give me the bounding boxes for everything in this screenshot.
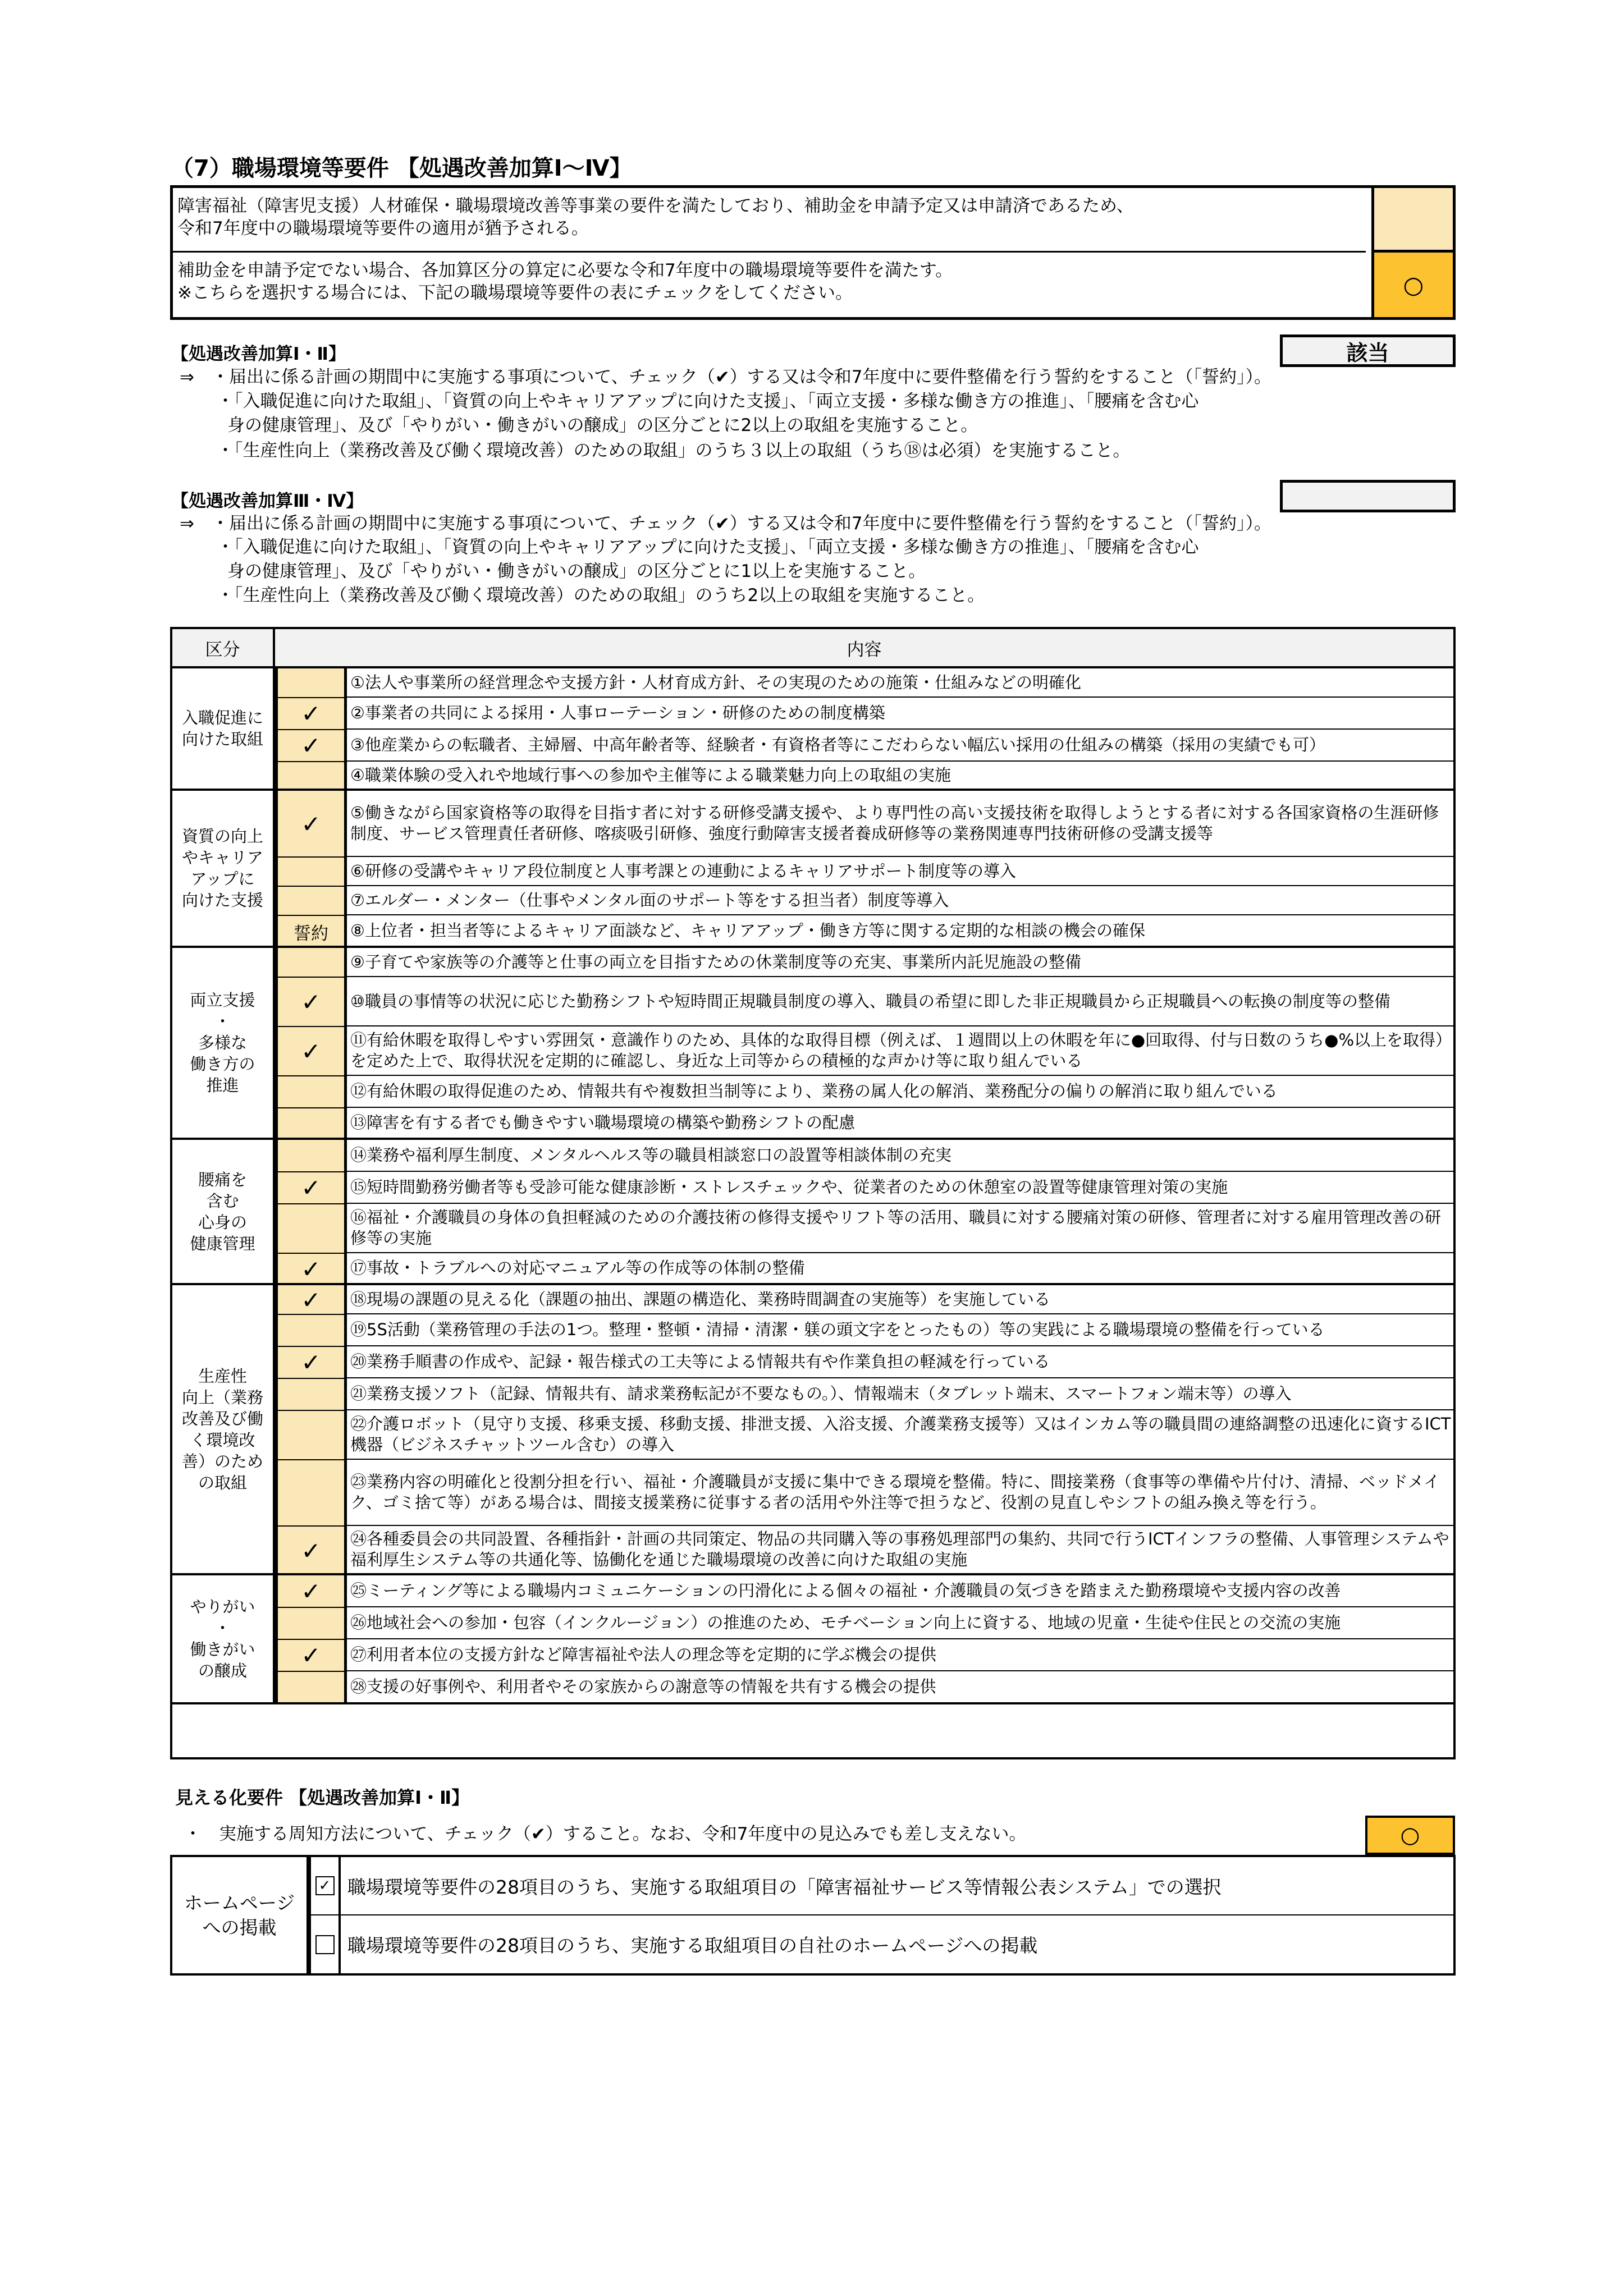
item-check[interactable] [275, 1314, 347, 1346]
category-cell: 両立支援 ・ 多様な 働き方の 推進 [172, 948, 275, 1140]
item-text: ①法人や事業所の経営理念や支援方針・人材育成方針、その実現のための施策・仕組みなどの明確化 [347, 668, 1456, 698]
section12-line: 身の健康管理」、及び「やりがい・働きがいの醸成」の区分ごとに2以上の取組を実施すること。 [227, 415, 978, 436]
homepage-posting-table [170, 1855, 1456, 1976]
category-cell: やりがい ・ 働きがい の醸成 [172, 1575, 275, 1704]
category-cell: 生産性 向上（業務 改善及び働 く環境改 善）のため の取組 [172, 1285, 275, 1575]
page-title: （7）職場環境等要件 【処遇改善加算Ⅰ～Ⅳ】 [171, 155, 632, 181]
homepage-category: ホームページ への掲載 [172, 1857, 309, 1973]
item-text: ㉑業務支援ソフト（記録、情報共有、請求業務転記が不要なもの。）、情報端末（タブレット端末、スマートフォン端末等）の導入 [347, 1378, 1456, 1410]
item-check[interactable]: ✓ [275, 1285, 347, 1314]
meet-requirements-option-mark[interactable]: ○ [1371, 253, 1453, 317]
item-text: ⑳業務手順書の作成や、記録・報告様式の工夫等による情報共有や作業負担の軽減を行っている [347, 1346, 1456, 1378]
header-category: 区分 [172, 629, 275, 668]
deferral-selection-box [170, 185, 1456, 320]
item-check[interactable]: ✓ [275, 1253, 347, 1285]
requirements-table [170, 627, 1456, 1759]
section12-heading: 【処遇改善加算Ⅰ・Ⅱ】 [171, 344, 346, 364]
item-text: ㉗利用者本位の支援方針など障害福祉や法人の理念等を定期的に学ぶ機会の提供 [347, 1639, 1456, 1671]
section34-line: ・「入職促進に向けた取組」、「資質の向上やキャリアアップに向けた支援」、「両立支援・多様な働き方の推進」、「腰痛を含む心 [217, 537, 1199, 557]
item-text: ⑮短時間勤務労働者等も受診可能な健康診断・ストレスチェックや、従業者のための休憩室の設置等健康管理対策の実施 [347, 1172, 1456, 1204]
item-text: ㉒介護ロボット（見守り支援、移乗支援、移動支援、排泄支援、入浴支援、介護業務支援等）又はインカム等の職員間の連絡調整の迅速化に資するICT機器（ビジネスチャットツール含む）の導入 [347, 1410, 1456, 1460]
item-text: ⑦エルダー・メンター（仕事やメンタル面のサポート等をする担当者）制度等導入 [347, 886, 1456, 915]
visibility-note: ・ 実施する周知方法について、チェック（✔）すること。なお、令和7年度中の見込みでも差し支えない。 [184, 1824, 1027, 1844]
item-text: ⑫有給休暇の取得促進のため、情報共有や複数担当制等により、業務の属人化の解消、業務配分の偏りの解消に取り組んでいる [347, 1076, 1456, 1108]
item-check[interactable]: ✓ [275, 791, 347, 857]
category-cell: 腰痛を 含む 心身の 健康管理 [172, 1140, 275, 1285]
item-text: ⑨子育てや家族等の介護等と仕事の両立を目指すための休業制度等の充実、事業所内託児施設の整備 [347, 948, 1456, 977]
item-text: ④職業体験の受入れや地域行事への参加や主催等による職業魅力向上の取組の実施 [347, 762, 1456, 791]
item-check[interactable]: ✓ [275, 977, 347, 1026]
item-check[interactable] [275, 1671, 347, 1704]
item-text: ⑭業務や福利厚生制度、メンタルヘルス等の職員相談窓口の設置等相談体制の充実 [347, 1140, 1456, 1172]
item-text: ⑪有給休暇を取得しやすい雰囲気・意識作りのため、具体的な取得目標（例えば、１週間以上の休暇を年に●回取得、付与日数のうち●%以上を取得）を定めた上で、取得状況を定期的に確認し、身近な上司等からの積極的な声かけ等に取り組んでいる [347, 1026, 1456, 1076]
category-cell: 入職促進に 向けた取組 [172, 668, 275, 791]
section12-line: ⇒ ・届出に係る計画の期間中に実施する事項について、チェック（✔）する又は令和7年度中に要件整備を行う誓約をすること（「誓約」）。 [180, 367, 1271, 387]
section34-status[interactable] [1280, 480, 1456, 512]
option-checkbox[interactable]: ✓ [309, 1857, 341, 1915]
item-check[interactable] [275, 1076, 347, 1108]
item-text: ⑤働きながら国家資格等の取得を目指す者に対する研修受講支援や、より専門性の高い支援技術を取得しようとする者に対する各国家資格の生涯研修制度、サービス管理責任者研修、喀痰吸引研修、強度行動障害支援者養成研修等の業務関連専門技術研修の受講支援等 [347, 791, 1456, 857]
item-check[interactable] [275, 1378, 347, 1410]
item-check[interactable] [275, 1204, 347, 1253]
item-check[interactable]: ✓ [275, 730, 347, 762]
section34-heading: 【処遇改善加算Ⅲ・Ⅳ】 [171, 491, 364, 511]
item-check[interactable]: ✓ [275, 1346, 347, 1378]
option-checkbox[interactable] [309, 1915, 341, 1973]
section34-line: ⇒ ・届出に係る計画の期間中に実施する事項について、チェック（✔）する又は令和7年度中に要件整備を行う誓約をすること（「誓約」）。 [180, 514, 1271, 534]
item-text: ⑬障害を有する者でも働きやすい職場環境の構築や勤務シフトの配慮 [347, 1108, 1456, 1140]
item-check[interactable]: ✓ [275, 1575, 347, 1607]
option-text: 職場環境等要件の28項目のうち、実施する取組項目の「障害福祉サービス等情報公表システム」での選択 [341, 1857, 1453, 1915]
item-text: ㉓業務内容の明確化と役割分担を行い、福祉・介護職員が支援に集中できる環境を整備。特に、間接業務（食事等の準備や片付け、清掃、ベッドメイク、ゴミ捨て等）がある場合は、間接支援業務に従事する者の活用や外注等で担うなど、役割の見直しやシフトの組み換え等を行う。 [347, 1460, 1456, 1526]
item-check[interactable]: ✓ [275, 1639, 347, 1671]
meet-requirements-option-text: 補助金を申請予定でない場合、各加算区分の算定に必要な令和7年度中の職場環境等要件を満たす。 ※こちらを選択する場合には、下記の職場環境等要件の表にチェックをしてください。 [177, 260, 953, 303]
item-check[interactable] [275, 948, 347, 977]
item-text: ⑥研修の受講やキャリア段位制度と人事考課との連動によるキャリアサポート制度等の導入 [347, 857, 1456, 886]
item-text: ⑧上位者・担当者等によるキャリア面談など、キャリアアップ・働き方等に関する定期的な相談の機会の確保 [347, 915, 1456, 948]
visibility-heading: 見える化要件 【処遇改善加算Ⅰ・Ⅱ】 [175, 1787, 470, 1808]
item-check[interactable]: ✓ [275, 698, 347, 730]
item-check[interactable]: ✓ [275, 1526, 347, 1575]
deferral-option-text: 障害福祉（障害児支援）人材確保・職場環境改善等事業の要件を満たしており、補助金を申請予定又は申請済であるため、 令和7年度中の職場環境等要件の適用が猶予される。 [173, 188, 1366, 253]
item-text: ㉕ミーティング等による職場内コミュニケーションの円滑化による個々の福祉・介護職員の気づきを踏まえた勤務環境や支援内容の改善 [347, 1575, 1456, 1607]
item-text: ⑲5S活動（業務管理の手法の1つ。整理・整頓・清掃・清潔・躾の頭文字をとったもの）等の実践による職場環境の整備を行っている [347, 1314, 1456, 1346]
category-cell: 資質の向上 やキャリア アップに 向けた支援 [172, 791, 275, 948]
item-text: ⑩職員の事情等の状況に応じた勤務シフトや短時間正規職員制度の導入、職員の希望に即した非正規職員から正規職員への転換の制度等の整備 [347, 977, 1456, 1026]
item-check[interactable] [275, 1140, 347, 1172]
item-text: ⑱現場の課題の見える化（課題の抽出、課題の構造化、業務時間調査の実施等）を実施している [347, 1285, 1456, 1314]
header-content: 内容 [275, 629, 1453, 668]
section12-line: ・「生産性向上（業務改善及び働く環境改善）のための取組」のうち３以上の取組（うち⑱は必須）を実施すること。 [217, 441, 1131, 461]
item-check[interactable] [275, 857, 347, 886]
item-check[interactable]: 誓約 [275, 915, 347, 948]
section34-line: ・「生産性向上（業務改善及び働く環境改善）のための取組」のうち2以上の取組を実施すること。 [217, 585, 985, 606]
item-check[interactable] [275, 668, 347, 698]
item-text: ③他産業からの転職者、主婦層、中高年齢者等、経験者・有資格者等にこだわらない幅広い採用の仕組みの構築（採用の実績でも可） [347, 730, 1456, 762]
item-check[interactable] [275, 1410, 347, 1460]
item-text: ⑰事故・トラブルへの対応マニュアル等の作成等の体制の整備 [347, 1253, 1456, 1285]
item-check[interactable] [275, 886, 347, 915]
item-text: ②事業者の共同による採用・人事ローテーション・研修のための制度構築 [347, 698, 1456, 730]
item-check[interactable] [275, 1108, 347, 1140]
item-check[interactable]: ✓ [275, 1172, 347, 1204]
option-text: 職場環境等要件の28項目のうち、実施する取組項目の自社のホームページへの掲載 [347, 1935, 1038, 1956]
item-check[interactable] [275, 1460, 347, 1526]
item-text: ⑯福祉・介護職員の身体の負担軽減のための介護技術の修得支援やリフト等の活用、職員に対する腰痛対策の研修、管理者に対する雇用管理改善の研修等の実施 [347, 1204, 1456, 1253]
visibility-mark[interactable]: ○ [1365, 1816, 1455, 1855]
item-check[interactable] [275, 1607, 347, 1639]
section34-line: 身の健康管理」、及び「やりがい・働きがいの醸成」の区分ごとに1以上を実施すること。 [227, 561, 926, 581]
section12-status[interactable]: 該当 [1280, 334, 1456, 367]
section12-line: ・「入職促進に向けた取組」、「資質の向上やキャリアアップに向けた支援」、「両立支援・多様な働き方の推進」、「腰痛を含む心 [217, 391, 1199, 411]
deferral-option-mark[interactable] [1371, 188, 1453, 253]
item-text: ㉘支援の好事例や、利用者やその家族からの謝意等の情報を共有する機会の提供 [347, 1671, 1456, 1704]
item-check[interactable]: ✓ [275, 1026, 347, 1076]
item-text: ㉔各種委員会の共同設置、各種指針・計画の共同策定、物品の共同購入等の事務処理部門の集約、共同で行うICTインフラの整備、人事管理システムや福利厚生システム等の共通化等、協働化を通じた職場環境の改善に向けた取組の実施 [347, 1526, 1456, 1575]
item-text: ㉖地域社会への参加・包容（インクルージョン）の推進のため、モチベーション向上に資する、地域の児童・生徒や住民との交流の実施 [347, 1607, 1456, 1639]
item-check[interactable] [275, 762, 347, 791]
